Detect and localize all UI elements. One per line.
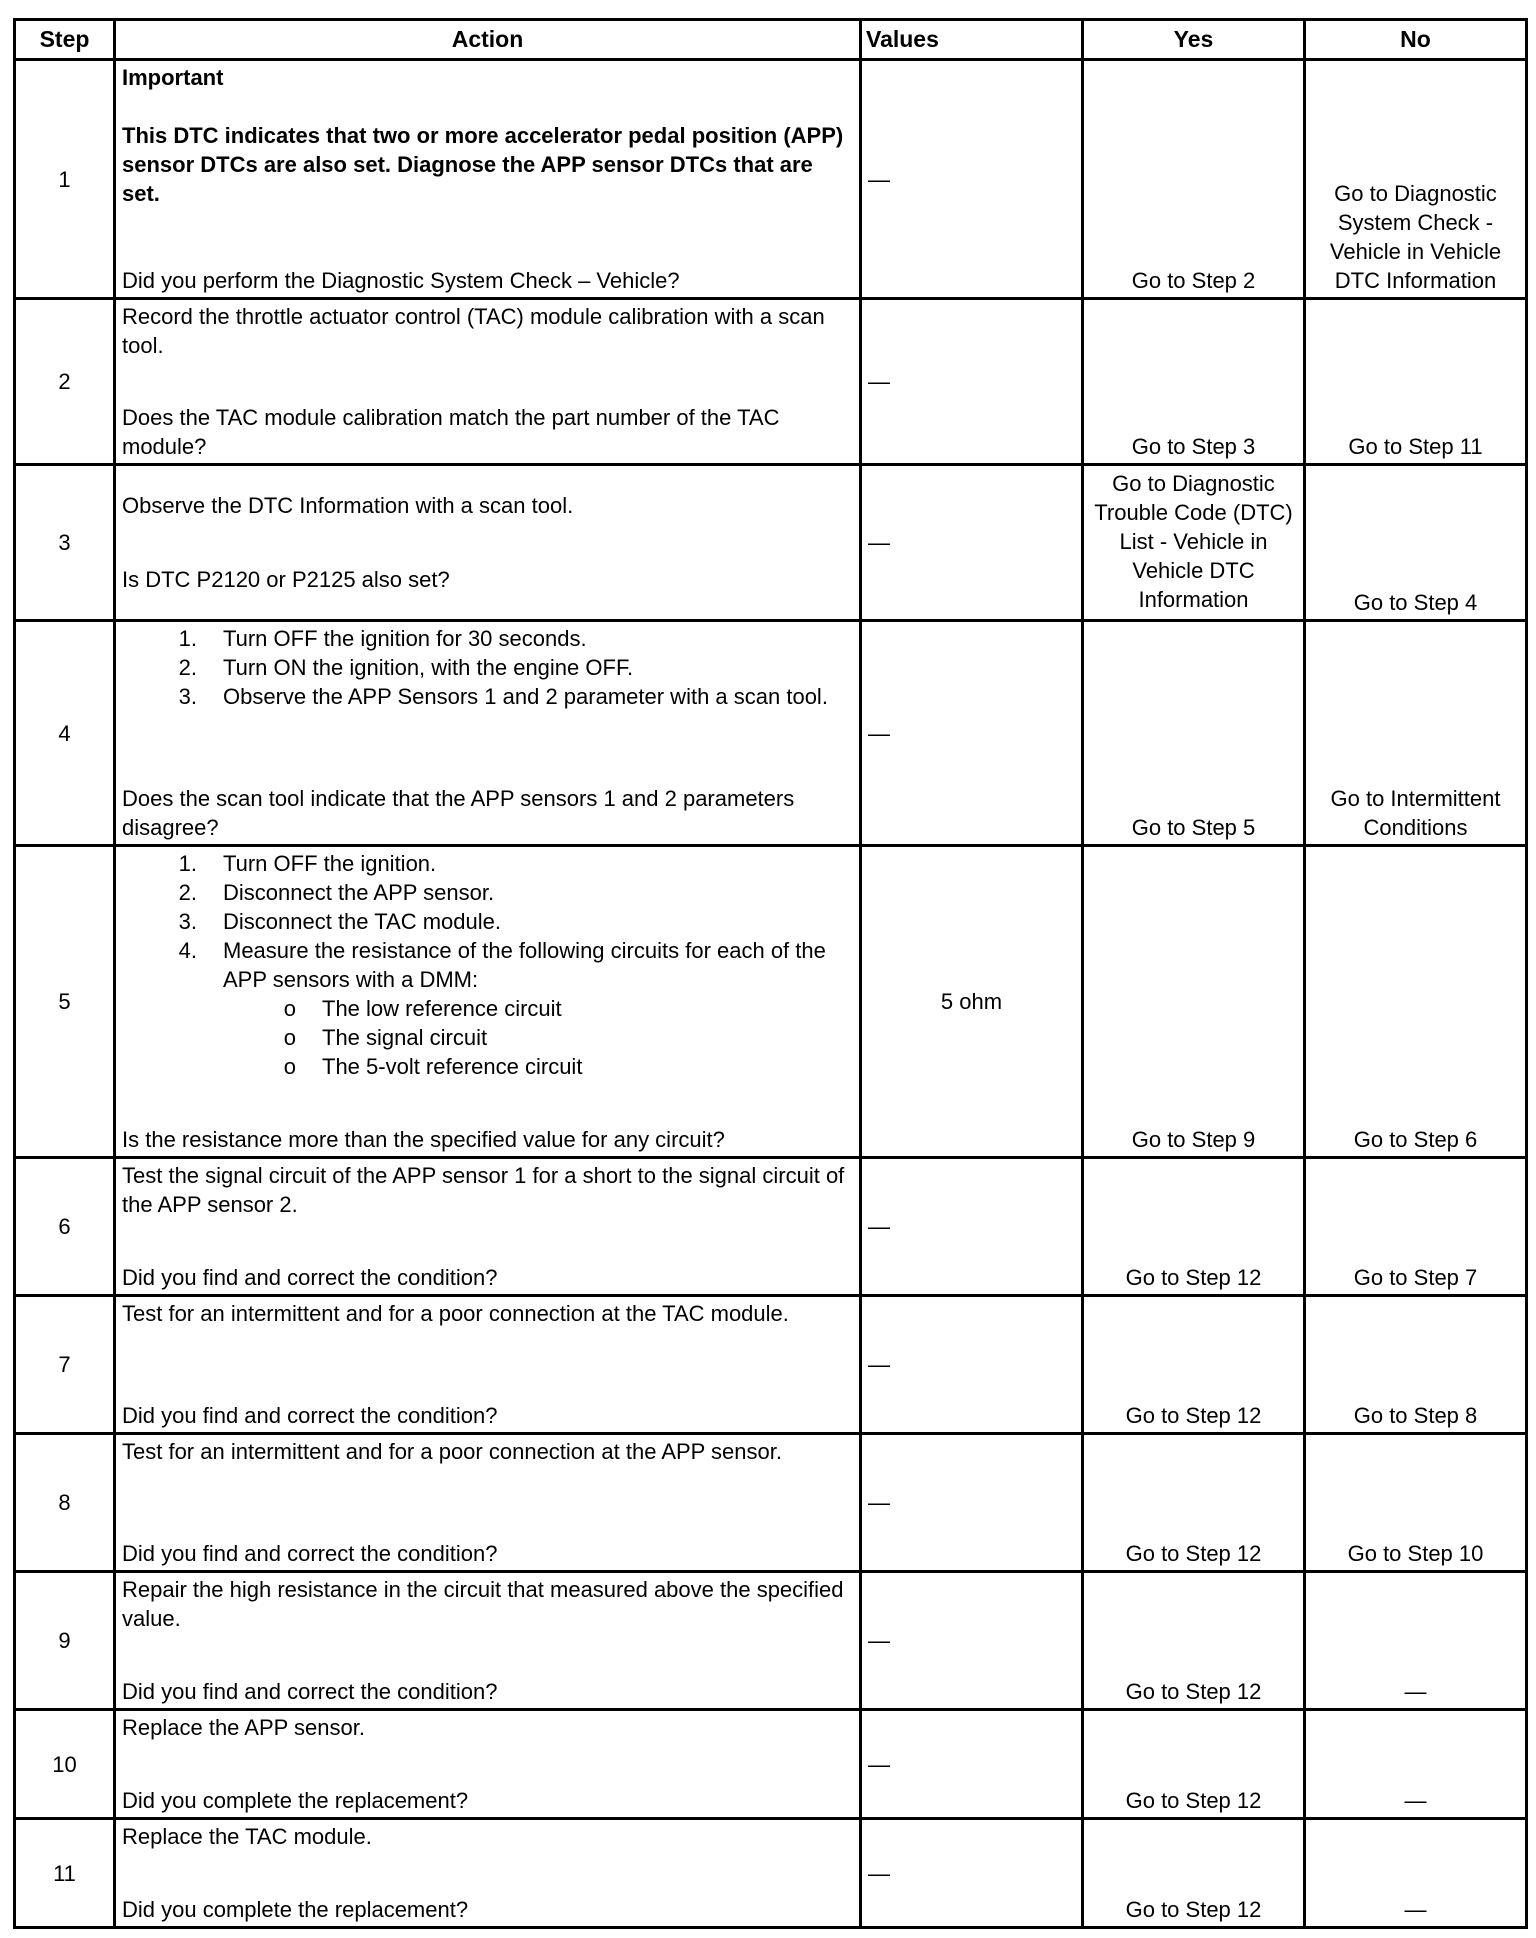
no-cell bbox=[1305, 846, 1527, 1158]
yes-cell bbox=[1083, 1296, 1305, 1434]
action-cell bbox=[115, 299, 861, 465]
value-cell bbox=[861, 1572, 1083, 1710]
value-cell bbox=[861, 60, 1083, 299]
table-row bbox=[15, 1572, 1527, 1710]
no-link[interactable]: Go to Step 4 bbox=[1353, 590, 1478, 615]
action-text: Replace the TAC module. bbox=[122, 1824, 372, 1849]
step-number: 9 bbox=[15, 1572, 115, 1710]
no-value: — bbox=[1404, 1679, 1427, 1704]
list-item: o The 5-volt reference circuit bbox=[283, 1054, 583, 1079]
table-row bbox=[15, 621, 1527, 846]
action-text: Record the throttle actuator control (TAC) module calibration with a scan tool. bbox=[122, 304, 825, 358]
action-text: Replace the APP sensor. bbox=[122, 1715, 365, 1740]
yes-cell bbox=[1083, 1434, 1305, 1572]
list-item: 1. Turn OFF the ignition. bbox=[178, 851, 437, 876]
header-action: Action bbox=[115, 20, 861, 60]
action-cell bbox=[115, 1819, 861, 1928]
step-number: 11 bbox=[15, 1819, 115, 1928]
table-row bbox=[15, 1158, 1527, 1296]
list-item: 2. Turn ON the ignition, with the engine OFF. bbox=[178, 655, 634, 680]
action-text: Repair the high resistance in the circuit that measured above the specified value. bbox=[122, 1577, 844, 1631]
yes-link[interactable]: Go to Step 12 bbox=[1125, 1897, 1262, 1922]
procedure-list bbox=[122, 849, 853, 994]
yes-link[interactable]: Go to Step 2 bbox=[1131, 268, 1256, 293]
value-cell bbox=[861, 1710, 1083, 1819]
value-text: 5 ohm bbox=[940, 989, 1003, 1014]
header-yes: Yes bbox=[1083, 20, 1305, 60]
step-number: 1 bbox=[15, 60, 115, 299]
no-link[interactable]: Go to Diagnostic System Check - Vehicle in Vehicle DTC Information bbox=[1329, 181, 1502, 293]
header-step: Step bbox=[15, 20, 115, 60]
list-item: 2. Disconnect the APP sensor. bbox=[178, 880, 495, 905]
action-cell bbox=[115, 621, 861, 846]
action-cell bbox=[115, 1434, 861, 1572]
yes-link[interactable]: Go to Step 5 bbox=[1131, 815, 1256, 840]
yes-cell bbox=[1083, 1572, 1305, 1710]
value-text: — bbox=[868, 1860, 890, 1886]
yes-link[interactable]: Go to Step 3 bbox=[1131, 434, 1256, 459]
no-value: — bbox=[1404, 1788, 1427, 1813]
value-text: — bbox=[868, 1214, 890, 1239]
yes-link[interactable]: Go to Diagnostic Trouble Code (DTC) List - Vehicle in Vehicle DTC Information bbox=[1094, 471, 1293, 612]
action-cell bbox=[115, 465, 861, 621]
no-cell bbox=[1305, 1296, 1527, 1434]
yes-link[interactable]: Go to Step 9 bbox=[1131, 1127, 1256, 1152]
list-item: 4. Measure the resistance of the following circuits for each of the APP sensors with a DMM: bbox=[178, 938, 826, 992]
step-number: 6 bbox=[15, 1158, 115, 1296]
value-text: — bbox=[868, 720, 890, 746]
list-item: 3. Observe the APP Sensors 1 and 2 parameter with a scan tool. bbox=[178, 684, 828, 709]
yes-cell bbox=[1083, 1158, 1305, 1296]
table-row bbox=[15, 1434, 1527, 1572]
yes-link[interactable]: Go to Step 12 bbox=[1125, 1788, 1262, 1813]
no-cell bbox=[1305, 1158, 1527, 1296]
action-question: Did you find and correct the condition? bbox=[122, 1403, 498, 1428]
list-item: o The low reference circuit bbox=[283, 996, 562, 1021]
no-value: — bbox=[1404, 1897, 1427, 1922]
yes-cell bbox=[1083, 1819, 1305, 1928]
action-cell bbox=[115, 846, 861, 1158]
value-text: — bbox=[868, 166, 890, 192]
value-cell bbox=[861, 465, 1083, 621]
yes-link[interactable]: Go to Step 12 bbox=[1125, 1403, 1262, 1428]
list-item: 3. Disconnect the TAC module. bbox=[178, 909, 501, 934]
action-text: Test for an intermittent and for a poor connection at the TAC module. bbox=[122, 1301, 789, 1326]
yes-cell bbox=[1083, 299, 1305, 465]
no-cell bbox=[1305, 1710, 1527, 1819]
list-item: o The signal circuit bbox=[283, 1025, 488, 1050]
action-cell bbox=[115, 1710, 861, 1819]
yes-link[interactable]: Go to Step 12 bbox=[1125, 1679, 1262, 1704]
important-note: This DTC indicates that two or more accelerator pedal position (APP) sensor DTCs are also set. Diagnose the APP sensor DTCs that are set. bbox=[122, 123, 844, 206]
step-number: 2 bbox=[15, 299, 115, 465]
step-number: 10 bbox=[15, 1710, 115, 1819]
value-text: — bbox=[868, 1628, 890, 1653]
action-question: Did you find and correct the condition? bbox=[122, 1265, 498, 1290]
no-cell bbox=[1305, 1819, 1527, 1928]
action-question: Is DTC P2120 or P2125 also set? bbox=[122, 567, 450, 593]
action-question: Does the scan tool indicate that the APP sensors 1 and 2 parameters disagree? bbox=[122, 786, 795, 840]
no-cell bbox=[1305, 1434, 1527, 1572]
list-item: 1. Turn OFF the ignition for 30 seconds. bbox=[178, 626, 587, 651]
action-text: Test the signal circuit of the APP sensor 1 for a short to the signal circuit of the APP sensor 2. bbox=[122, 1163, 845, 1217]
value-cell bbox=[861, 1296, 1083, 1434]
action-question: Did you complete the replacement? bbox=[122, 1788, 469, 1813]
no-cell bbox=[1305, 1572, 1527, 1710]
no-link[interactable]: Go to Step 6 bbox=[1353, 1127, 1478, 1152]
step-number: 7 bbox=[15, 1296, 115, 1434]
yes-link[interactable]: Go to Step 12 bbox=[1125, 1265, 1262, 1290]
action-text: Test for an intermittent and for a poor connection at the APP sensor. bbox=[122, 1439, 782, 1464]
action-cell bbox=[115, 1572, 861, 1710]
header-no: No bbox=[1305, 20, 1527, 60]
value-cell bbox=[861, 621, 1083, 846]
action-question: Is the resistance more than the specified value for any circuit? bbox=[122, 1127, 725, 1152]
no-link[interactable]: Go to Intermittent Conditions bbox=[1330, 786, 1501, 840]
diagnostic-table bbox=[13, 18, 1528, 1929]
no-cell bbox=[1305, 60, 1527, 299]
value-cell bbox=[861, 846, 1083, 1158]
action-cell bbox=[115, 1296, 861, 1434]
no-link[interactable]: Go to Step 11 bbox=[1348, 434, 1483, 459]
step-number: 5 bbox=[15, 846, 115, 1158]
no-cell bbox=[1305, 621, 1527, 846]
no-link[interactable]: Go to Step 10 bbox=[1347, 1541, 1484, 1566]
value-text: — bbox=[868, 1352, 890, 1377]
value-text: — bbox=[868, 369, 890, 394]
value-cell bbox=[861, 299, 1083, 465]
important-label: Important bbox=[122, 65, 224, 90]
yes-link[interactable]: Go to Step 12 bbox=[1125, 1541, 1262, 1566]
table-row bbox=[15, 1819, 1527, 1928]
no-link[interactable]: Go to Step 8 bbox=[1353, 1403, 1478, 1428]
yes-cell bbox=[1083, 1710, 1305, 1819]
value-text: — bbox=[868, 530, 890, 555]
no-cell bbox=[1305, 465, 1527, 621]
yes-cell bbox=[1083, 621, 1305, 846]
value-cell bbox=[861, 1819, 1083, 1928]
procedure-list bbox=[122, 624, 853, 711]
action-question: Did you perform the Diagnostic System Check – Vehicle? bbox=[122, 268, 680, 293]
table-row bbox=[15, 465, 1527, 621]
no-cell bbox=[1305, 299, 1527, 465]
value-cell bbox=[861, 1434, 1083, 1572]
value-text: — bbox=[868, 1751, 890, 1777]
no-link[interactable]: Go to Step 7 bbox=[1353, 1265, 1478, 1290]
value-cell bbox=[861, 1158, 1083, 1296]
step-number: 3 bbox=[15, 465, 115, 621]
action-text: Observe the DTC Information with a scan tool. bbox=[122, 492, 574, 518]
action-question: Did you complete the replacement? bbox=[122, 1897, 469, 1922]
yes-cell bbox=[1083, 60, 1305, 299]
action-cell bbox=[115, 1158, 861, 1296]
action-question: Does the TAC module calibration match the part number of the TAC module? bbox=[122, 405, 780, 459]
table-row bbox=[15, 299, 1527, 465]
step-number: 8 bbox=[15, 1434, 115, 1572]
step-number: 4 bbox=[15, 621, 115, 846]
value-text: — bbox=[868, 1490, 890, 1515]
circuit-list bbox=[122, 994, 853, 1081]
yes-cell bbox=[1083, 846, 1305, 1158]
action-question: Did you find and correct the condition? bbox=[122, 1679, 498, 1704]
table-row bbox=[15, 846, 1527, 1158]
header-row bbox=[15, 20, 1527, 60]
table-row bbox=[15, 1710, 1527, 1819]
header-values: Values bbox=[861, 20, 1083, 60]
yes-cell bbox=[1083, 465, 1305, 621]
action-cell bbox=[115, 60, 861, 299]
table-row bbox=[15, 60, 1527, 299]
table-row bbox=[15, 1296, 1527, 1434]
action-question: Did you find and correct the condition? bbox=[122, 1541, 498, 1566]
